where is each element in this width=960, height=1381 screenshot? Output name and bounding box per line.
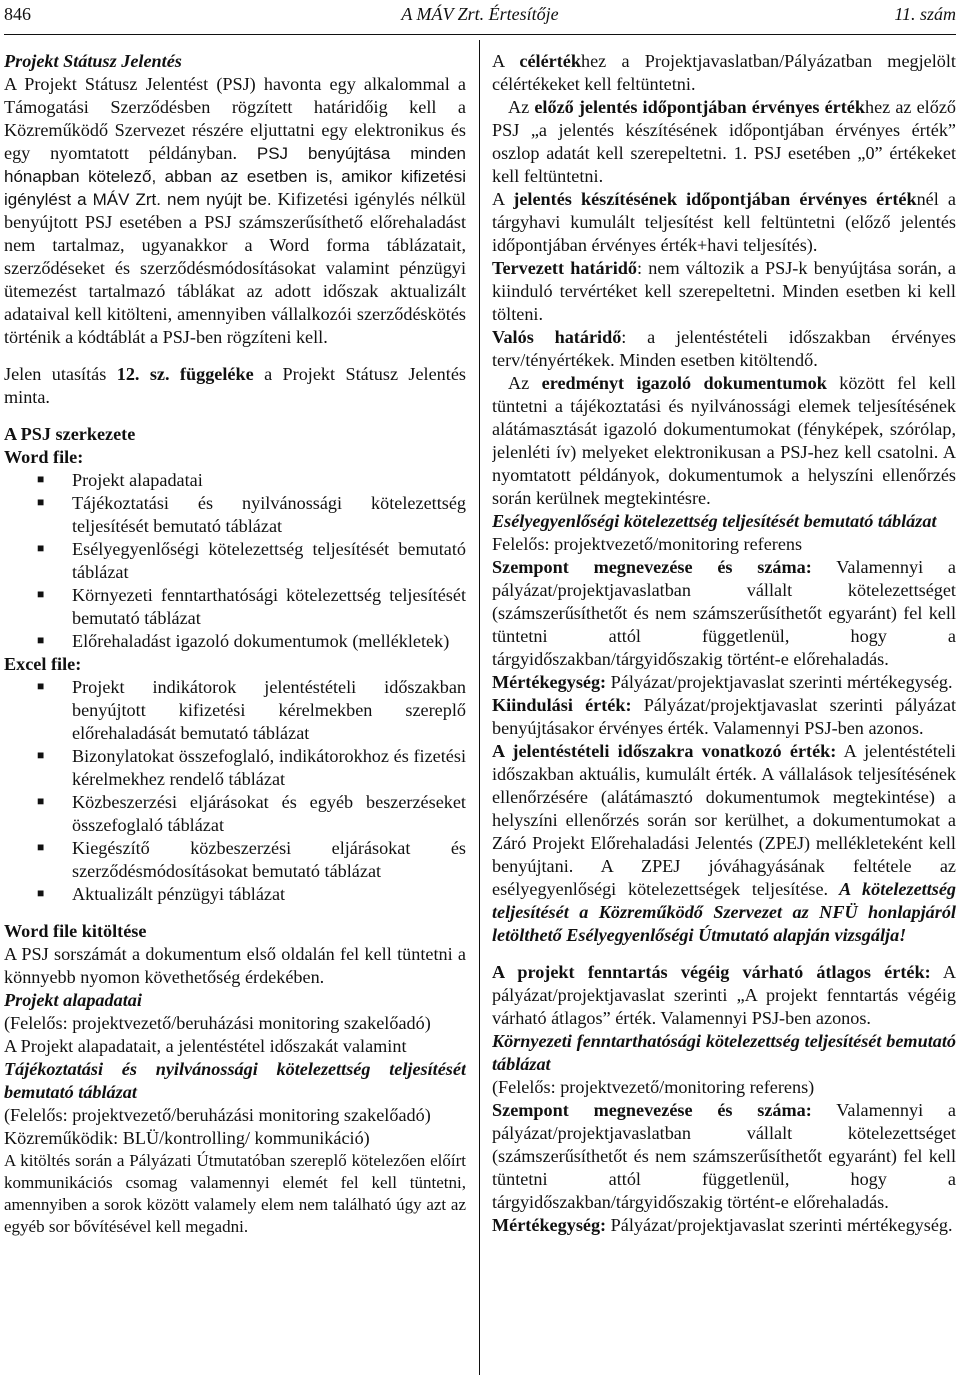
- section-title-structure: A PSJ szerkezete: [4, 424, 136, 444]
- text: Jelen utasítás: [4, 364, 117, 384]
- excel-file-heading: Excel file:: [4, 654, 82, 674]
- paragraph: [492, 740, 956, 947]
- issue-number: 11. szám: [894, 4, 956, 24]
- list-item: [4, 584, 466, 630]
- list-item: [4, 883, 466, 906]
- list-item: [4, 745, 466, 791]
- left-column: [4, 50, 466, 1377]
- section-title-status-report: Projekt Státusz Jelentés: [4, 51, 182, 71]
- subsection-title-basic-data: Projekt alapadatai: [4, 990, 142, 1010]
- text: jelentés készítésének időpontjában érvényes érték: [513, 189, 917, 209]
- subsection-title-equal-opportunity: Esélyegyenlőségi kötelezettség teljesítését bemutató táblázat: [492, 511, 937, 531]
- paragraph: [492, 1214, 956, 1237]
- text: Valamennyi a pályázat/projektjavaslatban vállalt kötelezettséget (számszerűsíthetőt és nem számszerűsíthetőt egyaránt) fel kell tüntetni attól függetlenül, hogy a tárgyidőszakban/tárgyidőszakig történt-e előrehaladás.: [492, 1100, 956, 1212]
- text: célérték: [519, 51, 581, 71]
- paragraph: A kitöltés során a Pályázati Útmutatóban szereplő kötelezően előírt kommunikációs csomag valamennyi elemét fel kell tüntetni, amennyiben a sorok között valamely elem nem található úgy azt az egyéb sor bővítésével kell megadni.: [4, 1151, 466, 1236]
- list-item-text: Projekt alapadatai: [72, 470, 203, 490]
- paragraph: [4, 73, 466, 349]
- text: Valós határidő: [492, 327, 622, 347]
- bullet-icon: ■: [37, 679, 45, 693]
- text: Valamennyi a pályázat/projektjavaslatban vállalt kötelezettséget (számszerűsíthetőt és nem számszerűsíthetőt egyaránt) fel kell tüntetni attól függetlenül, hogy a tárgyidőszakban/tárgyidőszakig történt-e előrehaladás.: [492, 557, 956, 669]
- text: Szempont megnevezése és száma:: [492, 557, 812, 577]
- bullet-icon: ■: [37, 495, 45, 509]
- header-rule: [4, 34, 956, 35]
- text: Az: [508, 373, 542, 393]
- list-item-text: Bizonylatokat összefoglaló, indikátorokhoz és fizetési kérelmekhez rendelő táblázat: [72, 746, 466, 789]
- bullet-icon: ■: [37, 886, 45, 900]
- text: Az: [508, 97, 535, 117]
- paragraph: [492, 556, 956, 671]
- list-item-text: Közbeszerzési eljárásokat és egyéb beszerzéseket összefoglaló táblázat: [72, 792, 466, 835]
- paragraph: A PSJ sorszámát a dokumentum első oldalán fel kell tüntetni a könnyebb nyomon követhetőség érdekében.: [4, 944, 466, 987]
- text: hez a Projektjavaslatban/Pályázatban megjelölt célértékeket kell feltüntetni.: [492, 51, 956, 94]
- right-column: [492, 50, 956, 1377]
- paragraph: [492, 257, 956, 326]
- cooperating-note: Közreműködik: BLÜ/kontrolling/ kommunikáció): [4, 1128, 370, 1148]
- text: Mértékegység:: [492, 672, 607, 692]
- text: Pályázat/projektjavaslat szerinti mértékegység.: [606, 1215, 953, 1235]
- text: Kifizetési igénylés nélkül benyújtott PSJ esetében a PSJ számszerűsíthető előrehaladást nem tartalmaz, ugyanakkor a Word forma táblázatait, szerződéseket és szerződésmódosításokat valamint pénzügyi ütemezést tartalmazó táblákat az adott időszak aktualizált adataival kell kitölteni, amennyiben vállalkozói szerződéskötés történik a kódtáblát a PSJ-ben rögzíteni kell.: [4, 189, 466, 347]
- journal-title: A MÁV Zrt. Értesítője: [401, 4, 559, 24]
- list-item: [4, 492, 466, 538]
- list-item-text: Esélyegyenlőségi kötelezettség teljesítését bemutató táblázat: [72, 539, 466, 582]
- text: 12. sz. függeléke: [116, 364, 254, 384]
- text: Szempont megnevezése és száma:: [492, 1100, 812, 1120]
- bullet-icon: ■: [37, 633, 45, 647]
- section-title-fill: Word file kitöltése: [4, 921, 147, 941]
- paragraph: [492, 326, 956, 372]
- text: eredményt igazoló dokumentumok: [541, 373, 827, 393]
- list-item-text: Előrehaladást igazoló dokumentumok (mellékletek): [72, 631, 450, 651]
- bullet-icon: ■: [37, 587, 45, 601]
- text: Pályázat/projektjavaslat szerinti mértékegység.: [606, 672, 953, 692]
- responsible-note: (Felelős: projektvezető/beruházási monitoring szakelőadó): [4, 1105, 431, 1125]
- bullet-icon: ■: [37, 472, 45, 486]
- list-item-text: Projekt indikátorok jelentéstételi időszakban benyújtott kifizetési kérelmekben szereplő előrehaladását bemutató táblázat: [72, 677, 466, 743]
- list-item-text: Kiegészítő közbeszerzési eljárásokat és szerződésmódosításokat bemutató táblázat: [72, 838, 466, 881]
- paragraph: [4, 363, 466, 409]
- bullet-icon: ■: [37, 748, 45, 762]
- word-file-list: [4, 469, 466, 653]
- list-item: [4, 538, 466, 584]
- text: előző jelentés időpontjában érvényes érték: [534, 97, 865, 117]
- responsible-note: Felelős: projektvezető/monitoring referens: [492, 534, 803, 554]
- text: A: [492, 189, 514, 209]
- text: nél a tárgyhavi kumulált teljesítést kell feltüntetni (előző jelentés időpontjában érvényes érték+havi teljesítés).: [492, 189, 956, 255]
- paragraph: [492, 188, 956, 257]
- text: a Projekt Státusz Jelentés minta.: [4, 364, 466, 407]
- paragraph: [492, 961, 956, 1030]
- page-header: [4, 4, 956, 30]
- list-item-text: Aktualizált pénzügyi táblázat: [72, 884, 286, 904]
- text: Mértékegység:: [492, 1215, 607, 1235]
- list-item: [4, 791, 466, 837]
- bullet-icon: ■: [37, 840, 45, 854]
- list-item: [4, 630, 466, 653]
- paragraph: [492, 694, 956, 740]
- bullet-icon: ■: [37, 541, 45, 555]
- paragraph: [492, 50, 956, 96]
- page-number: 846: [4, 4, 31, 24]
- text: A: [492, 51, 520, 71]
- text: Pályázat/projektjavaslat szerinti pályázat benyújtásakor érvényes érték. Valamennyi PSJ-ben azonos.: [492, 695, 956, 738]
- text: Kiindulási érték:: [492, 695, 632, 715]
- excel-file-list: [4, 676, 466, 906]
- list-item: [4, 469, 466, 492]
- list-item-text: Tájékoztatási és nyilvánossági kötelezettség teljesítését bemutató táblázat: [72, 493, 466, 536]
- text: A Projekt Státusz Jelentést (PSJ) havonta egy alkalommal a Támogatási Szerződésben rögzített határidőig kell a Közreműködő Szervezet részére eljuttatni egy elektronikus és egy nyomtatott példányban.: [4, 74, 466, 163]
- text: A kötelezettség teljesítését a Közreműködő Szervezet az NFÜ honlapjáról letölthető Esélyegyenlőségi Útmutató alapján vizsgálja!: [492, 879, 956, 945]
- subsection-title-environment: Környezeti fenntarthatósági kötelezettség teljesítését bemutató táblázat: [492, 1031, 956, 1074]
- column-divider: [479, 40, 480, 1375]
- text: PSJ benyújtása minden hónapban kötelező, abban az esetben is, amikor kifizetési igénylést a MÁV Zrt. nem nyújt be.: [4, 144, 466, 209]
- text: A projekt fenntartás végéig várható átlagos érték:: [492, 962, 931, 982]
- word-file-heading: Word file:: [4, 447, 84, 467]
- list-item-text: Környezeti fenntarthatósági kötelezettség teljesítését bemutató táblázat: [72, 585, 466, 628]
- paragraph: [492, 372, 956, 510]
- paragraph: [492, 1099, 956, 1214]
- responsible-note: (Felelős: projektvezető/monitoring referens): [492, 1077, 815, 1097]
- text: Tervezett határidő: [492, 258, 637, 278]
- paragraph: A Projekt alapadatait, a jelentéstétel időszakát valamint: [4, 1036, 407, 1056]
- paragraph: [492, 671, 956, 694]
- text: : a jelentéstételi időszakban érvényes terv/tényértékek. Minden esetben kitöltendő.: [492, 327, 956, 370]
- paragraph: [492, 96, 956, 188]
- bullet-icon: ■: [37, 794, 45, 808]
- text: A pályázat/projektjavaslat szerinti „A projekt fenntartás végéig várható átlagos” érték. Valamennyi PSJ-ben azonos.: [492, 962, 956, 1028]
- text: hez az előző PSJ „a jelentés készítésének időpontjában érvényes érték” oszlop adatát kell szerepeltetni. 1. PSJ esetében „0” értékeket kell feltüntetni.: [492, 97, 956, 186]
- text: között fel kell tüntetni a tájékoztatási és nyilvánossági elemek teljesítésének alátámasztását igazoló dokumentumokat (fényképek, szórólap, jelenléti ív) melyeket elektronikusan a PSJ-hez kell csatolni. A nyomtatott példányok, dokumentumok a helyszíni ellenőrzés során kerülnek megtekintésre.: [492, 373, 956, 508]
- responsible-note: (Felelős: projektvezető/beruházási monitoring szakelőadó): [4, 1013, 431, 1033]
- text: A jelentéstételi időszakra vonatkozó érték:: [492, 741, 837, 761]
- list-item: [4, 837, 466, 883]
- list-item: [4, 676, 466, 745]
- subsection-title-information: Tájékoztatási és nyilvánossági kötelezettség teljesítését bemutató táblázat: [4, 1059, 466, 1102]
- text: : nem változik a PSJ-k benyújtása során, a kiinduló tervértéket kell szerepeltetni. Minden esetben ki kell tölteni.: [492, 258, 956, 324]
- text: A jelentéstételi időszakban aktuális, kumulált érték. A vállalások teljesítésének ellenőrzésére (alátámasztó dokumentumok megtekintése) a helyszíni ellenőrzés során sor kerülhet, a dokumentumokat a Záró Projekt Előrehaladási Jelentés (ZPEJ) mellékleteként kell benyújtani. A ZPEJ jóváhagyásának feltétele az esélyegyenlőségi kötelezettségek teljesítése.: [492, 741, 956, 899]
